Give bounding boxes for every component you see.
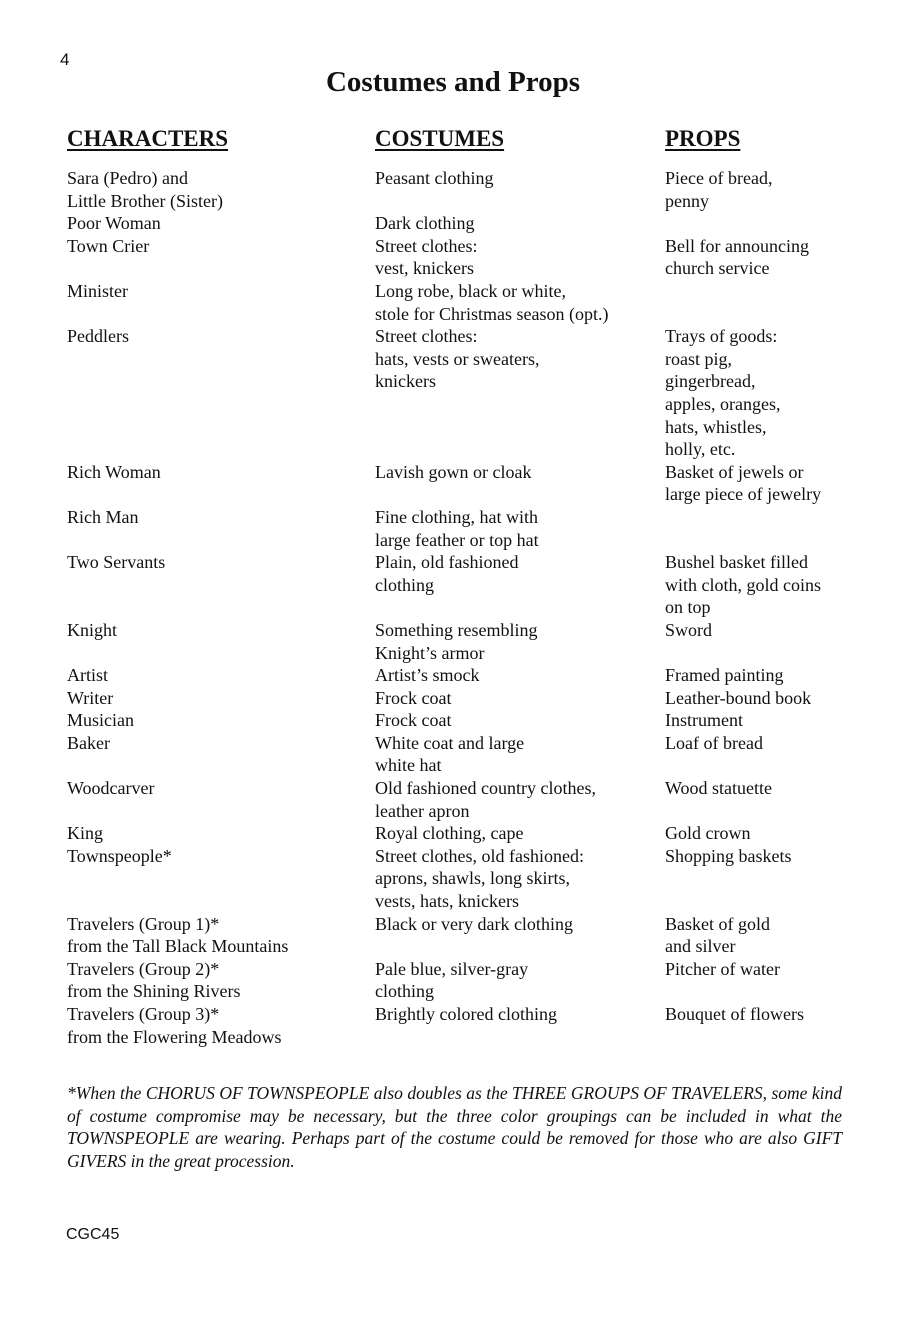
table-row: [0, 845, 900, 913]
props-cell: Trays of goods: roast pig, gingerbread, apples, oranges, hats, whistles, holly, etc.: [665, 326, 781, 460]
character-cell: Writer: [67, 687, 114, 708]
character-cell: Rich Woman: [67, 461, 161, 482]
props-cell: Pitcher of water: [665, 958, 780, 979]
props-cell: Bell for announcing church service: [665, 235, 809, 279]
props-cell: Bushel basket filled with cloth, gold coins on top: [665, 552, 821, 618]
props-column-header: PROPS: [665, 126, 741, 151]
table-row: [0, 325, 900, 461]
costume-cell: Old fashioned country clothes, leather apron: [375, 778, 596, 821]
costume-cell: Royal clothing, cape: [375, 823, 524, 844]
footnote: *When the CHORUS OF TOWNSPEOPLE also doubles as the THREE GROUPS OF TRAVELERS, some kind of costume compromise may be necessary, but the three color groupings can be included in what the TOWNSPEOPLE are wearing. Perhaps part of the costume could be removed for those who are also GIFT GIVERS in the great procession.: [67, 1083, 842, 1171]
props-cell: Sword: [665, 619, 713, 640]
page-title: Costumes and Props: [325, 66, 581, 98]
character-cell: Woodcarver: [67, 778, 155, 799]
table-row: [0, 822, 900, 845]
props-cell: Leather-bound book: [665, 687, 812, 708]
costume-cell: Frock coat: [375, 687, 452, 708]
table-row: [0, 551, 900, 619]
character-cell: Townspeople*: [67, 845, 172, 866]
costume-cell: Pale blue, silver-gray clothing: [375, 958, 529, 1002]
table-row: [0, 235, 900, 280]
costume-cell: Black or very dark clothing: [375, 913, 573, 934]
costume-cell: Lavish gown or cloak: [375, 461, 532, 482]
character-cell: King: [67, 823, 103, 844]
page-number: 4: [60, 50, 70, 69]
table-row: [0, 1003, 900, 1048]
table-row: [0, 777, 900, 822]
costumes-column-header: COSTUMES: [375, 126, 505, 151]
costume-cell: Brightly colored clothing: [375, 1004, 557, 1025]
character-cell: Knight: [67, 619, 118, 640]
costume-cell: Dark clothing: [375, 213, 475, 234]
props-cell: Bouquet of flowers: [665, 1004, 804, 1025]
character-cell: Town Crier: [67, 235, 150, 256]
costume-cell: Plain, old fashioned clothing: [375, 552, 519, 595]
catalog-code: CGC45: [66, 1226, 120, 1243]
props-cell: Piece of bread, penny: [665, 168, 773, 211]
costume-cell: Street clothes: vest, knickers: [375, 235, 478, 279]
costume-cell: Something resembling Knight’s armor: [375, 619, 538, 663]
costume-cell: Long robe, black or white, stole for Christmas season (opt.): [375, 280, 609, 324]
character-cell: Musician: [67, 710, 134, 731]
table-row: [0, 619, 900, 664]
props-cell: Shopping baskets: [665, 845, 792, 866]
costume-cell: Street clothes: hats, vests or sweaters, knickers: [375, 326, 540, 392]
character-cell: Travelers (Group 3)* from the Flowering Meadows: [67, 1004, 282, 1047]
table-row: [0, 913, 900, 958]
character-cell: Poor Woman: [67, 213, 161, 234]
character-cell: Travelers (Group 1)* from the Tall Black Mountains: [67, 913, 289, 957]
table-row: [0, 461, 900, 506]
character-cell: Two Servants: [67, 552, 166, 573]
costume-cell: Street clothes, old fashioned: aprons, shawls, long skirts, vests, hats, knickers: [375, 845, 584, 912]
table-row: [0, 732, 900, 777]
costume-table: [0, 167, 900, 1048]
table-row: [0, 280, 900, 325]
character-cell: Minister: [67, 280, 128, 301]
props-cell: Basket of jewels or large piece of jewelry: [665, 461, 822, 505]
props-cell: Framed painting: [665, 665, 784, 686]
props-cell: Wood statuette: [665, 778, 773, 799]
table-row: [0, 687, 900, 710]
character-cell: Peddlers: [67, 326, 129, 347]
character-cell: Sara (Pedro) and Little Brother (Sister): [67, 168, 223, 211]
costume-cell: Frock coat: [375, 710, 452, 731]
costume-cell: Artist’s smock: [375, 665, 480, 686]
props-cell: Gold crown: [665, 823, 751, 844]
props-cell: Loaf of bread: [665, 732, 763, 753]
props-cell: Basket of gold and silver: [665, 913, 770, 957]
character-cell: Artist: [67, 665, 109, 686]
character-cell: Rich Man: [67, 506, 139, 527]
table-row: [0, 167, 900, 212]
character-cell: Travelers (Group 2)* from the Shining Rivers: [67, 958, 241, 1002]
table-row: [0, 506, 900, 551]
table-row: [0, 212, 900, 235]
characters-column-header: CHARACTERS: [67, 126, 229, 151]
character-cell: Baker: [67, 732, 110, 753]
table-row: [0, 958, 900, 1003]
costume-cell: White coat and large white hat: [375, 732, 525, 776]
table-row: [0, 709, 900, 732]
props-cell: Instrument: [665, 710, 743, 731]
table-row: [0, 664, 900, 687]
costume-cell: Peasant clothing: [375, 168, 494, 188]
costume-cell: Fine clothing, hat with large feather or top hat: [375, 506, 539, 550]
